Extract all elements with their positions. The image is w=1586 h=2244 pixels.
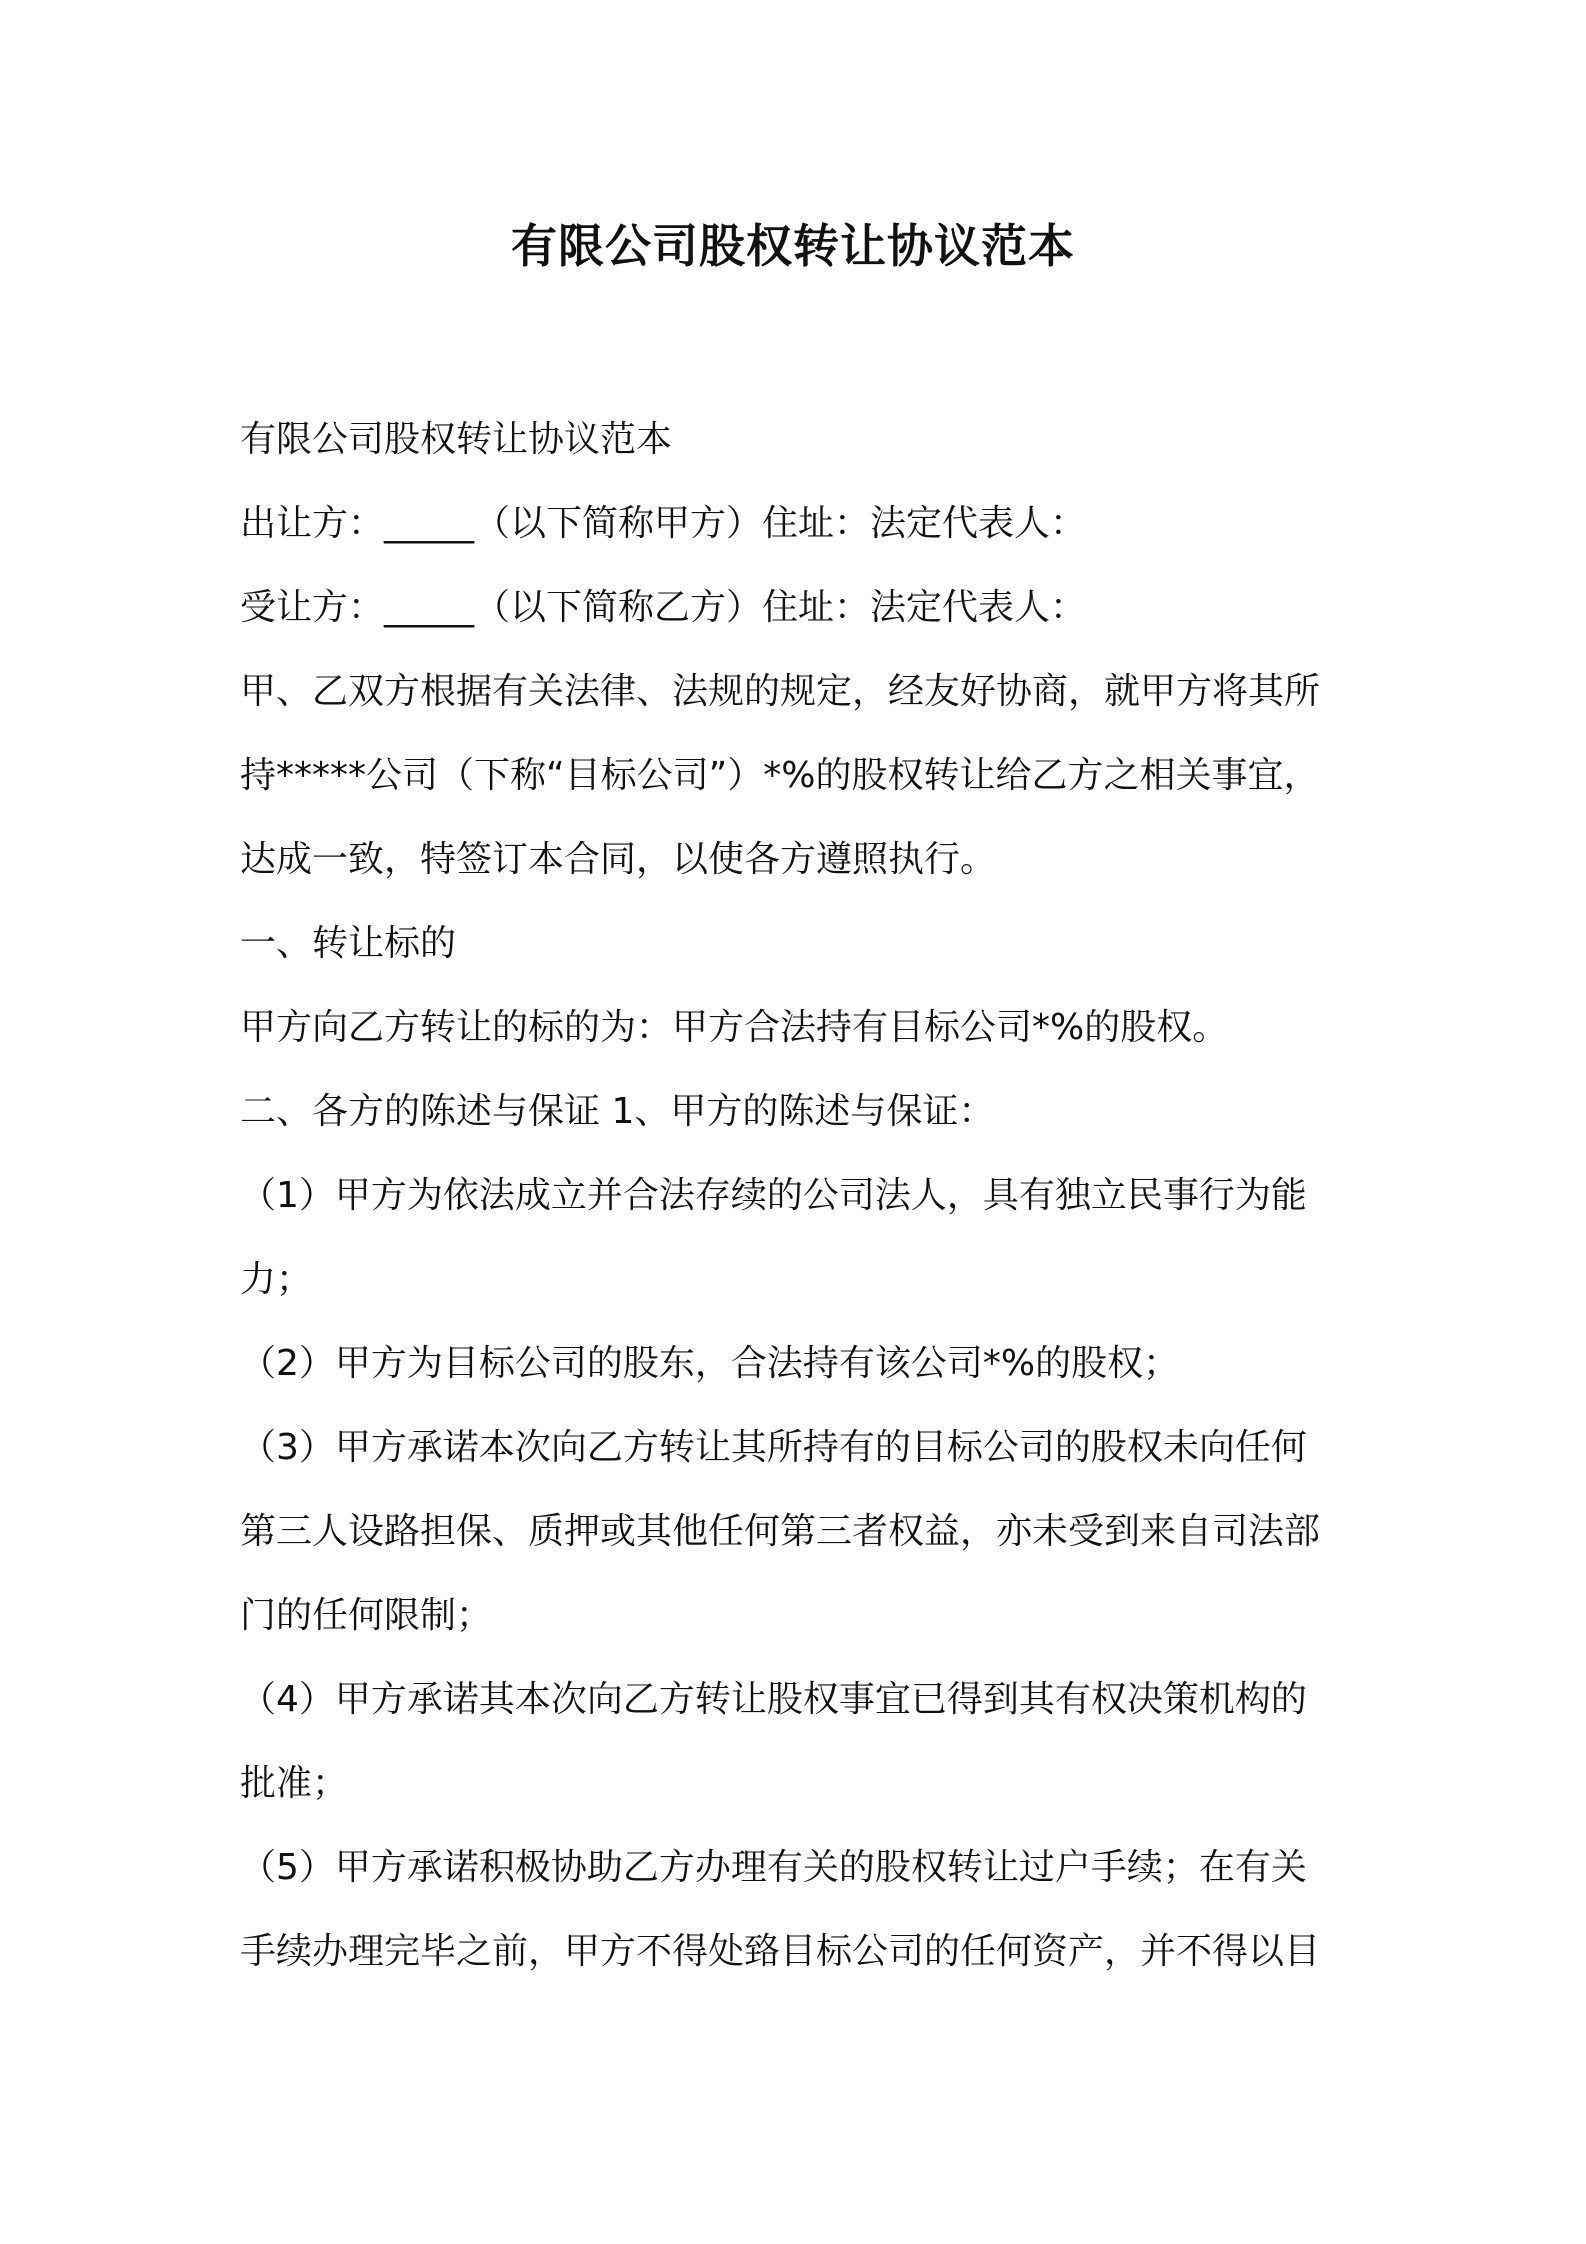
paragraph-line: 甲方向乙方转让的标的为：甲方合法持有目标公司*%的股权。 xyxy=(240,1007,1229,1048)
document-body xyxy=(240,398,1360,1994)
clause-line: 力； xyxy=(240,1259,313,1300)
clause-line: （3）甲方承诺本次向乙方转让其所持有的目标公司的股权未向任何 xyxy=(240,1427,1307,1468)
clause-line: 门的任何限制； xyxy=(240,1595,493,1636)
clause-line: （2）甲方为目标公司的股东，合法持有该公司*%的股权； xyxy=(240,1343,1180,1384)
preamble-line: 达成一致，特签订本合同，以使各方遵照执行。 xyxy=(240,839,997,880)
clause-line: 手续办理完毕之前，甲方不得处臵目标公司的任何资产，并不得以目 xyxy=(240,1931,1321,1972)
body-heading-line: 有限公司股权转让协议范本 xyxy=(240,419,673,460)
clause-line: （5）甲方承诺积极协助乙方办理有关的股权转让过户手续；在有关 xyxy=(240,1847,1307,1888)
preamble-line: 持*****公司（下称“目标公司”）*%的股权转让给乙方之相关事宜， xyxy=(240,755,1320,796)
transferee-line: 受让方：_____（以下简称乙方）住址：法定代表人： xyxy=(240,587,1087,628)
clause-line: （4）甲方承诺其本次向乙方转让股权事宜已得到其有权决策机构的 xyxy=(240,1679,1307,1720)
section-heading: 二、各方的陈述与保证 1、甲方的陈述与保证： xyxy=(240,1091,995,1132)
transferor-line: 出让方：_____（以下简称甲方）住址：法定代表人： xyxy=(240,503,1087,544)
preamble-line: 甲、乙双方根据有关法律、法规的规定，经友好协商，就甲方将其所 xyxy=(240,671,1321,712)
section-heading: 一、转让标的 xyxy=(240,923,457,964)
clause-line: 第三人设路担保、质押或其他任何第三者权益，亦未受到来自司法部 xyxy=(240,1511,1321,1552)
clause-line: （1）甲方为依法成立并合法存续的公司法人，具有独立民事行为能 xyxy=(240,1175,1307,1216)
document-title: 有限公司股权转让协议范本 xyxy=(511,219,1075,273)
clause-line: 批准； xyxy=(240,1763,349,1804)
